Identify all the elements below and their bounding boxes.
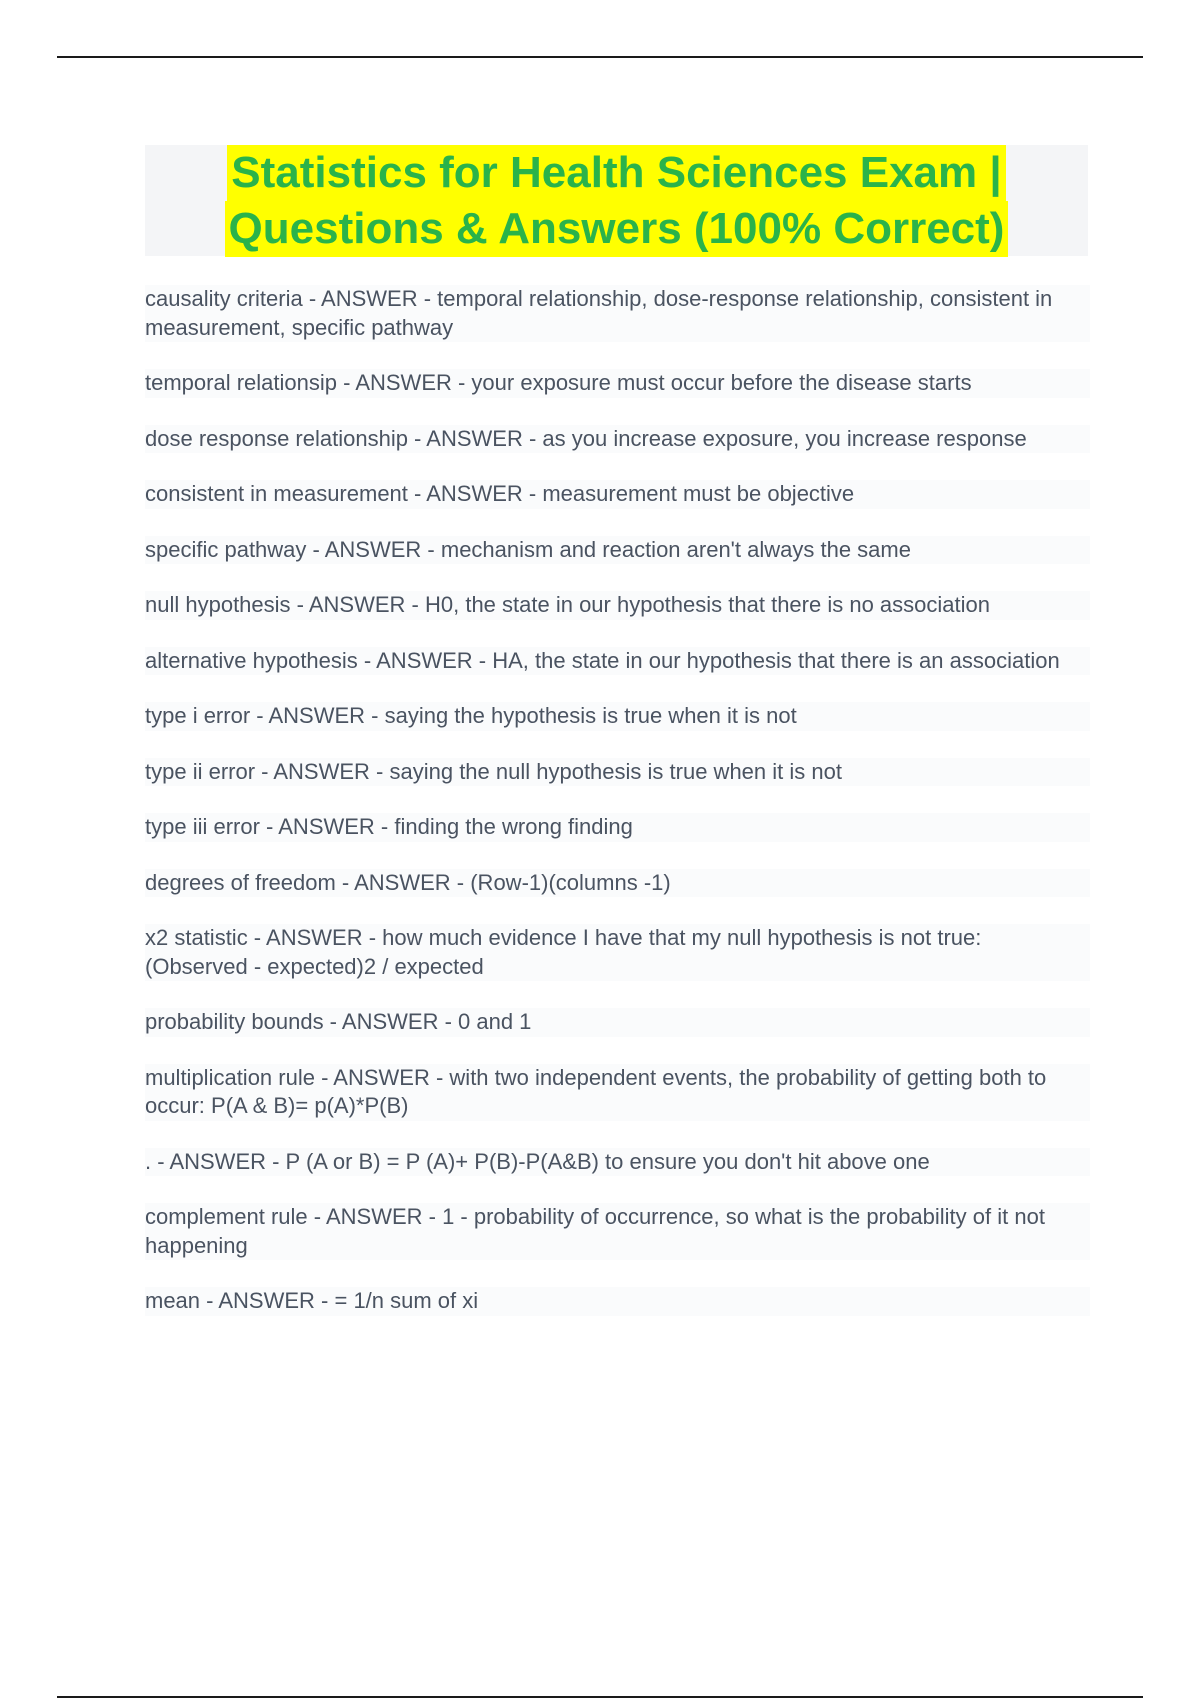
qa-entry-probability-bounds: probability bounds - ANSWER - 0 and 1 [145, 1008, 1090, 1037]
qa-entry-complement-rule: complement rule - ANSWER - 1 - probability of occurrence, so what is the probability of it not happening [145, 1203, 1090, 1260]
qa-entry-alternative-hypothesis: alternative hypothesis - ANSWER - HA, the state in our hypothesis that there is an association [145, 647, 1090, 676]
qa-entry-degrees-of-freedom: degrees of freedom - ANSWER - (Row-1)(columns -1) [145, 869, 1090, 898]
qa-entry-type-i-error: type i error - ANSWER - saying the hypothesis is true when it is not [145, 702, 1090, 731]
qa-entry-x2-statistic: x2 statistic - ANSWER - how much evidence I have that my null hypothesis is not true: (Observed - expected)2 / expected [145, 924, 1090, 981]
qa-entry-type-iii-error: type iii error - ANSWER - finding the wrong finding [145, 813, 1090, 842]
title-line-2: Questions & Answers (100% Correct) [225, 201, 1009, 257]
top-rule [57, 56, 1143, 58]
qa-entry-consistent-measurement: consistent in measurement - ANSWER - measurement must be objective [145, 480, 1090, 509]
document-title [145, 145, 1088, 256]
qa-list [145, 285, 1090, 1343]
qa-entry-mean: mean - ANSWER - = 1/n sum of xi [145, 1287, 1090, 1316]
qa-entry-causality-criteria: causality criteria - ANSWER - temporal relationship, dose-response relationship, consistent in measurement, specific pathway [145, 285, 1090, 342]
qa-entry-temporal-relationship: temporal relationsip - ANSWER - your exposure must occur before the disease starts [145, 369, 1090, 398]
qa-entry-type-ii-error: type ii error - ANSWER - saying the null hypothesis is true when it is not [145, 758, 1090, 787]
qa-entry-multiplication-rule: multiplication rule - ANSWER - with two independent events, the probability of getting both to occur: P(A & B)= p(A)*P(B) [145, 1064, 1090, 1121]
qa-entry-dose-response: dose response relationship - ANSWER - as you increase exposure, you increase response [145, 425, 1090, 454]
qa-entry-null-hypothesis: null hypothesis - ANSWER - H0, the state in our hypothesis that there is no association [145, 591, 1090, 620]
qa-entry-specific-pathway: specific pathway - ANSWER - mechanism and reaction aren't always the same [145, 536, 1090, 565]
title-line-1: Statistics for Health Sciences Exam | [227, 145, 1005, 201]
bottom-rule [57, 1696, 1143, 1698]
qa-entry-addition-rule: . - ANSWER - P (A or B) = P (A)+ P(B)-P(A&B) to ensure you don't hit above one [145, 1148, 1090, 1177]
